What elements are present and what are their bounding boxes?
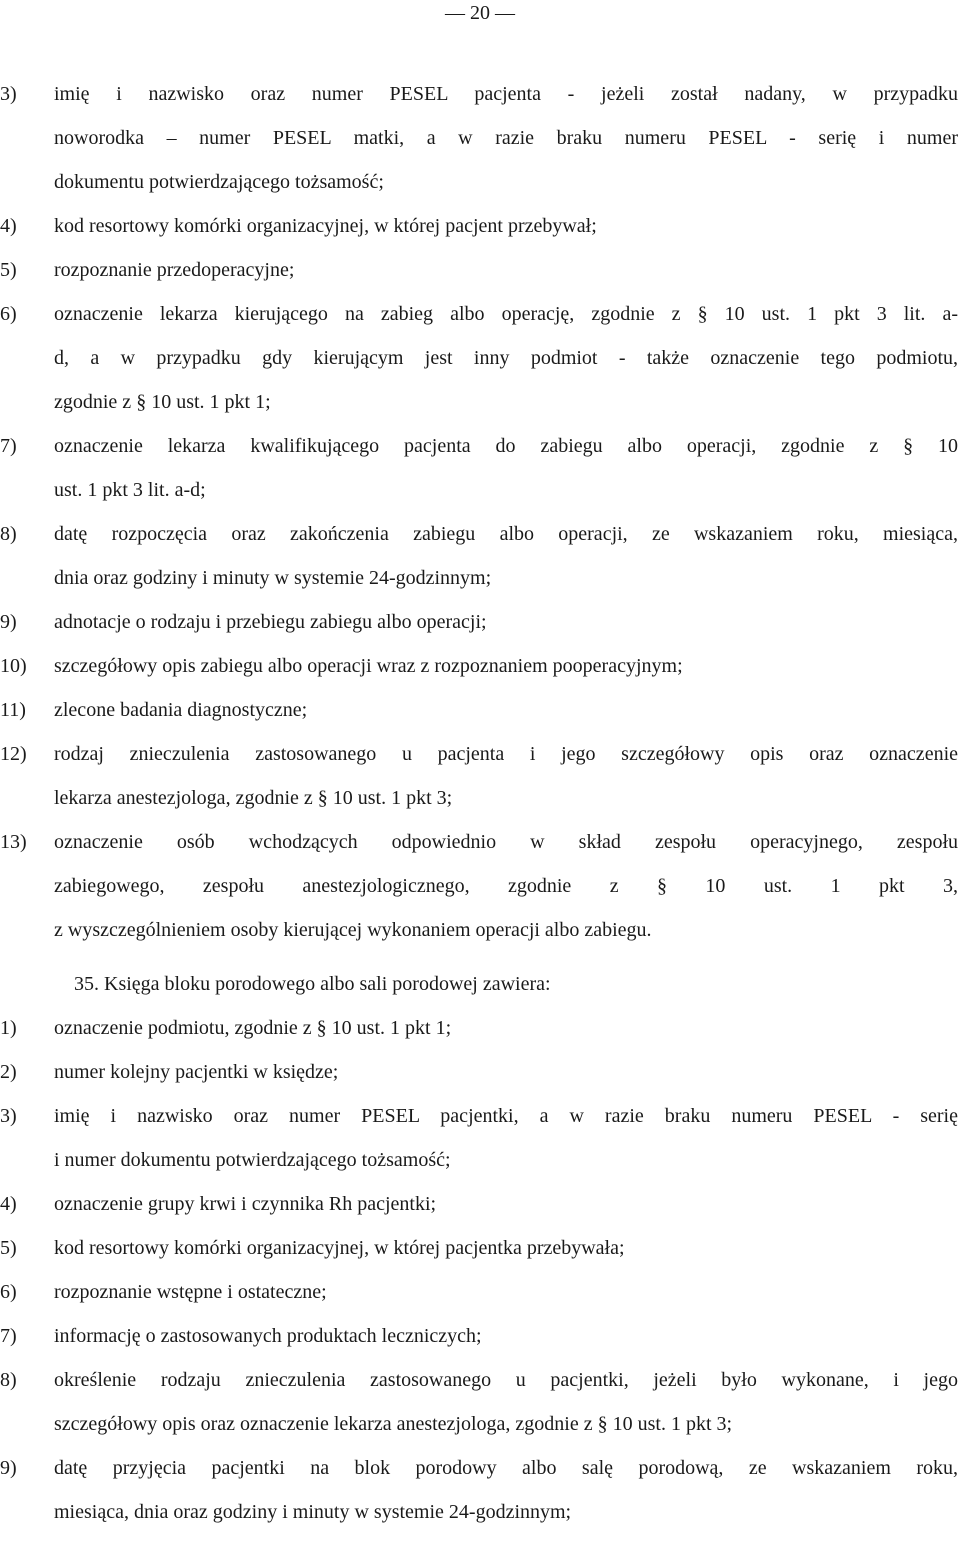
item-text — [54, 1282, 958, 1326]
item-text-line: d, a w przypadku gdy kierującym jest inny podmiot - także oznaczenie tego podmiotu, — [54, 347, 958, 369]
item-number: 2) — [0, 1061, 17, 1083]
item-number: 6) — [0, 1281, 17, 1303]
item-number: 13) — [0, 831, 27, 853]
item-number: 4) — [0, 215, 17, 237]
item-text-line: miesiąca, dnia oraz godziny i minuty w systemie 24-godzinnym; — [54, 1501, 572, 1523]
item-text — [54, 612, 958, 656]
item-text-line: oznaczenie lekarza kierującego na zabieg albo operację, zgodnie z § 10 ust. 1 pkt 3 lit. a- — [54, 303, 958, 325]
item-text-line: oznaczenie grupy krwi i czynnika Rh pacjentki; — [54, 1193, 437, 1215]
item-text — [54, 84, 958, 216]
item-text-line: dnia oraz godziny i minuty w systemie 24-godzinnym; — [54, 567, 492, 589]
item-text-line: kod resortowy komórki organizacyjnej, w której pacjentka przebywała; — [54, 1237, 625, 1259]
item-text — [54, 260, 958, 304]
item-text-line: oznaczenie osób wchodzących odpowiednio w skład zespołu operacyjnego, zespołu — [54, 831, 958, 853]
item-text-line: zabiegowego, zespołu anestezjologicznego, zgodnie z § 10 ust. 1 pkt 3, — [54, 875, 958, 897]
item-text-line: adnotacje o rodzaju i przebiegu zabiegu albo operacji; — [54, 611, 487, 633]
item-number: 8) — [0, 523, 17, 545]
item-text-line: numer kolejny pacjentki w księdze; — [54, 1061, 339, 1083]
item-text-line: rozpoznanie wstępne i ostateczne; — [54, 1281, 327, 1303]
item-text-line: lekarza anestezjologa, zgodnie z § 10 ust. 1 pkt 3; — [54, 787, 453, 809]
item-text — [54, 1326, 958, 1370]
item-text-line: rodzaj znieczulenia zastosowanego u pacjenta i jego szczegółowy opis oraz oznaczenie — [54, 743, 958, 765]
item-number: 9) — [0, 611, 17, 633]
item-number: 9) — [0, 1457, 17, 1479]
item-number: 11) — [0, 699, 26, 721]
item-text-line: oznaczenie lekarza kwalifikującego pacjenta do zabiegu albo operacji, zgodnie z § 10 — [54, 435, 958, 457]
item-text-line: imię i nazwisko oraz numer PESEL pacjenta - jeżeli został nadany, w przypadku — [54, 83, 958, 105]
item-number: 1) — [0, 1017, 17, 1039]
item-text-line: dokumentu potwierdzającego tożsamość; — [54, 171, 384, 193]
item-text-line: zlecone badania diagnostyczne; — [54, 699, 308, 721]
item-text — [54, 1106, 958, 1194]
item-number: 3) — [0, 1105, 17, 1127]
item-text — [54, 436, 958, 524]
item-text-line: szczegółowy opis oraz oznaczenie lekarza anestezjologa, zgodnie z § 10 ust. 1 pkt 3; — [54, 1413, 733, 1435]
item-text — [54, 1458, 958, 1546]
item-number: 6) — [0, 303, 17, 325]
item-number: 10) — [0, 655, 27, 677]
item-number: 8) — [0, 1369, 17, 1391]
item-text — [54, 216, 958, 260]
item-text-line: szczegółowy opis zabiegu albo operacji wraz z rozpoznaniem pooperacyjnym; — [54, 655, 683, 677]
section-35-heading: 35. Księga bloku porodowego albo sali porodowej zawiera: — [74, 973, 551, 995]
item-text — [54, 1018, 958, 1062]
item-text-line: i numer dokumentu potwierdzającego tożsamość; — [54, 1149, 451, 1171]
item-text-line: datę rozpoczęcia oraz zakończenia zabiegu albo operacji, ze wskazaniem roku, miesiąca, — [54, 523, 958, 545]
item-text — [54, 656, 958, 700]
item-text-line: z wyszczególnieniem osoby kierującej wykonaniem operacji albo zabiegu. — [54, 919, 652, 941]
page-number: — 20 — — [445, 2, 515, 24]
item-number: 7) — [0, 1325, 17, 1347]
item-text-line: imię i nazwisko oraz numer PESEL pacjentki, a w razie braku numeru PESEL - serię — [54, 1105, 958, 1127]
item-text — [54, 700, 958, 744]
item-text — [54, 1370, 958, 1458]
item-text — [54, 304, 958, 436]
item-text-line: określenie rodzaju znieczulenia zastosowanego u pacjentki, jeżeli było wykonane, i jego — [54, 1369, 958, 1391]
item-text-line: oznaczenie podmiotu, zgodnie z § 10 ust. 1 pkt 1; — [54, 1017, 452, 1039]
item-number: 3) — [0, 83, 17, 105]
item-text — [54, 1238, 958, 1282]
item-number: 7) — [0, 435, 17, 457]
item-text — [54, 524, 958, 612]
item-number: 5) — [0, 1237, 17, 1259]
item-text-line: informację o zastosowanych produktach leczniczych; — [54, 1325, 482, 1347]
item-text-line: zgodnie z § 10 ust. 1 pkt 1; — [54, 391, 271, 413]
item-number: 4) — [0, 1193, 17, 1215]
item-number: 12) — [0, 743, 27, 765]
item-text-line: kod resortowy komórki organizacyjnej, w której pacjent przebywał; — [54, 215, 597, 237]
item-text — [54, 832, 958, 964]
item-text-line: ust. 1 pkt 3 lit. a-d; — [54, 479, 206, 501]
item-text — [54, 744, 958, 832]
item-number: 5) — [0, 259, 17, 281]
item-text-line: datę przyjęcia pacjentki na blok porodowy albo salę porodową, ze wskazaniem roku, — [54, 1457, 958, 1479]
item-text — [54, 1062, 958, 1106]
item-text — [54, 1194, 958, 1238]
item-text-line: noworodka – numer PESEL matki, a w razie braku numeru PESEL - serię i numer — [54, 127, 958, 149]
item-text-line: rozpoznanie przedoperacyjne; — [54, 259, 295, 281]
